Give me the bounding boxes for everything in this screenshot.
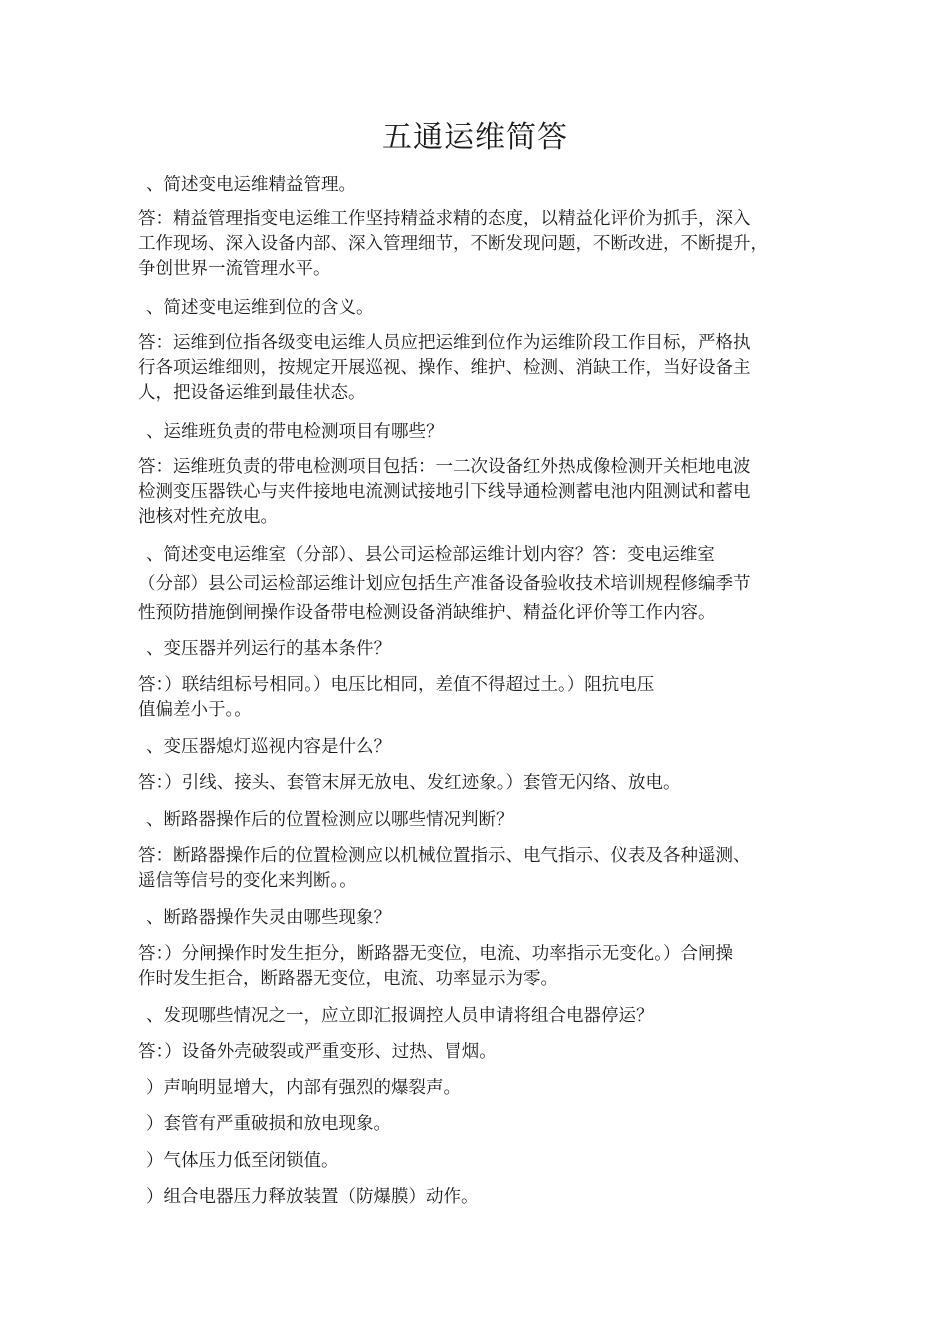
answer-9-item-3: ）套管有严重破损和放电现象。 bbox=[146, 1114, 391, 1134]
question-3: 、运维班负责的带电检测项目有哪些？ bbox=[146, 422, 444, 442]
answer-2 bbox=[138, 331, 828, 406]
question-4-line: （分部）县公司运检部运维计划应包括生产准备设备验收技术培训规程修编季节 bbox=[138, 574, 751, 594]
answer-1-line: 争创世界一流管理水平。 bbox=[138, 259, 331, 279]
question-4-line: 性预防措施倒闸操作设备带电检测设备消缺维护、精益化评价等工作内容。 bbox=[138, 603, 716, 623]
question-8: 、断路器操作失灵由哪些现象？ bbox=[146, 908, 391, 928]
answer-3-line: 池核对性充放电。 bbox=[138, 507, 278, 527]
question-4 bbox=[138, 541, 828, 628]
answer-5-line: 值偏差小于。。 bbox=[138, 700, 252, 720]
answer-7 bbox=[138, 844, 828, 894]
answer-7-line: 遥信等信号的变化来判断。。 bbox=[138, 871, 357, 891]
answer-7-line: 答：断路器操作后的位置检测应以机械位置指示、电气指示、仪表及各种遥测、 bbox=[138, 846, 751, 866]
answer-1-line: 答：精益管理指变电运维工作坚持精益求精的态度，以精益化评价为抓手，深入 bbox=[138, 209, 751, 229]
question-5: 、变压器并列运行的基本条件？ bbox=[146, 639, 391, 659]
question-9: 、发现哪些情况之一，应立即汇报调控人员申请将组合电器停运？ bbox=[146, 1006, 654, 1026]
answer-2-line: 行各项运维细则，按规定开展巡视、操作、维护、检测、消缺工作，当好设备主 bbox=[138, 358, 751, 378]
question-2: 、简述变电运维到位的含义。 bbox=[146, 298, 374, 318]
question-6: 、变压器熄灯巡视内容是什么？ bbox=[146, 737, 391, 757]
answer-3-line: 检测变压器铁心与夹件接地电流测试接地引下线导通检测蓄电池内阻测试和蓄电 bbox=[138, 482, 751, 502]
answer-8-line: 答：）分闸操作时发生拒分，断路器无变位，电流、功率指示无变化。）合闸操 bbox=[138, 944, 733, 964]
question-4-line: 、简述变电运维室（分部）、县公司运检部运维计划内容？答：变电运维室 bbox=[146, 545, 715, 565]
answer-1-line: 工作现场、深入设备内部、深入管理细节，不断发现问题，不断改进，不断提升， bbox=[138, 234, 768, 254]
document-title: 五通运维简答 bbox=[382, 120, 568, 155]
question-7: 、断路器操作后的位置检测应以哪些情况判断？ bbox=[146, 810, 514, 830]
answer-5-line: 答：）联结组标号相同。）电压比相同，差值不得超过土。）阻抗电压 bbox=[138, 675, 655, 695]
answer-9-item-2: ）声响明显增大，内部有强烈的爆裂声。 bbox=[146, 1078, 461, 1098]
answer-2-line: 人，把设备运维到最佳状态。 bbox=[138, 383, 366, 403]
answer-8-line: 作时发生拒合，断路器无变位，电流、功率显示为零。 bbox=[138, 969, 558, 989]
answer-8 bbox=[138, 942, 828, 992]
answer-2-line: 答：运维到位指各级变电运维人员应把运维到位作为运维阶段工作目标，严格执 bbox=[138, 333, 751, 353]
answer-3-line: 答：运维班负责的带电检测项目包括：一二次设备红外热成像检测开关柜地电波 bbox=[138, 457, 751, 477]
answer-9-item-5: ）组合电器压力释放装置（防爆膜）动作。 bbox=[146, 1187, 479, 1207]
question-1: 、简述变电运维精益管理。 bbox=[146, 175, 356, 195]
answer-6: 答：）引线、接头、套管末屏无放电、发红迹象。）套管无闪络、放电。 bbox=[138, 773, 681, 793]
answer-5 bbox=[138, 673, 828, 723]
answer-1 bbox=[138, 207, 828, 282]
answer-9-item-4: ）气体压力低至闭锁值。 bbox=[146, 1151, 339, 1171]
answer-9-item-1: 答：）设备外壳破裂或严重变形、过热、冒烟。 bbox=[138, 1042, 497, 1062]
answer-3 bbox=[138, 455, 828, 530]
